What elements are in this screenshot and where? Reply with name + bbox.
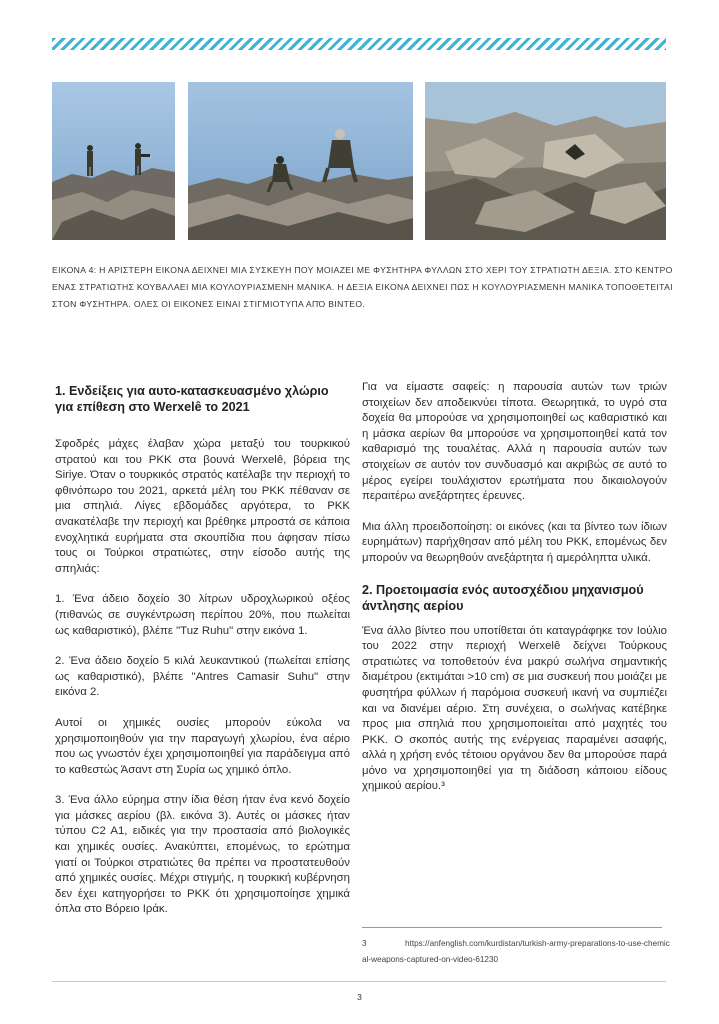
decorative-hatch-bar <box>52 38 666 50</box>
photo-hooded-person <box>188 82 413 240</box>
list-item-bleach: 2. Ένα άδειο δοχείο 5 κιλά λευκαντικού (πωλείται επίσης ως καθαριστικό), βλέπε "Antres Camasir Suhu" στην εικόνα 2. <box>55 655 350 699</box>
photo-soldiers-ridge <box>52 82 175 240</box>
footnote-divider <box>362 927 662 928</box>
paragraph: Για να είμαστε σαφείς: η παρουσία αυτών των τριών στοιχείων δεν αποδεικνύει τίποτα. Θεωρητικά, το υγρό στα δοχεία θα μπορούσε να χρησιμοποιηθεί ως καθαριστικό και η μάσκα αερίων θα μπορούσε να χρησιμοποιηθεί κατά τον καθαρισμό της τουαλέτας. Αλλά η παρουσία αυτών των στοιχείων σε αυτόν τον συνδυασμό και ακριβώς σε αυτό το μέρος εγείρει τουλάχιστον ερωτήματα που δικαιολογούν περαιτέρω ανεξάρτητες έρευνες. <box>362 381 667 503</box>
figure-right-still <box>425 82 666 240</box>
page-number: 3 <box>357 992 362 1002</box>
paragraph: Μια άλλη προειδοποίηση: οι εικόνες (και τα βίντεο των ίδιων ευρημάτων) παρήχθησαν από μέλη του PKK, επομένως δεν μπορούν να θεωρηθούν ανεξάρτητα ή αμερόληπτα υλικά. <box>362 520 667 564</box>
paragraph: Ένα άλλο βίντεο που υποτίθεται ότι καταγράφηκε τον Ιούλιο του 2022 στην περιοχή Werxelê δείχνει Τούρκους στρατιώτες να τοποθετούν ένα μακρύ σωλήνα σημαντικής διαμέτρου (εκτιμάται >10 cm) σε μια συσκευή που μοιάζει με φυσητήρα φύλλων ή παρόμοια συσκευή ικανή να συμπιέζει και να διανέμει αέριο. Στη συνέχεια, ο σωλήνας κατέβηκε προς μια σπηλιά που χρησιμοποιείται από μαχητές του PKK. Ο σκοπός αυτής της ενέργειας παραμένει ασαφής, αλλά η χρήση ενός τέτοιου οργάνου δεν θα μπορούσε παρά μόνο να χρησιμοποιηθεί για τη διάδοση κάποιου είδους χημικού αερίου.³ <box>362 624 667 793</box>
section-heading-1: 1. Ενδείξεις για αυτο-κατασκευασμένο χλώριο για επίθεση στο Werxelê το 2021 <box>55 384 329 414</box>
right-column <box>362 380 667 810</box>
photo-rocky-hillside <box>425 82 666 240</box>
list-item-hydrochloric-acid: 1. Ένα άδειο δοχείο 30 λίτρων υδροχλωρικού οξέος (πιθανώς σε συγκέντρωση περίπου 20%, που πωλείται ως καθαριστικό), βλέπε "Tuz Ruhu" στην εικόνα 1. <box>55 593 350 637</box>
list-item-gas-masks: 3. Ένα άλλο εύρημα στην ίδια θέση ήταν ένα κενό δοχείο για μάσκες αερίου (βλ. εικόνα 3). Αυτές οι μάσκες ήταν τύπου C2 A1, ειδικές για την προστασία από βιολογικές και χημικές ουσίες. Ανακύπτει, επομένως, το ερώτημα γιατί οι Τούρκοι στρατιώτες θα πρέπει να προστατευθούν από χημικές ουσίες. Μέχρι στιγμής, η τουρκική κυβέρνηση δεν έχει κατηγορήσει το PKK ότι χρησιμοποίησε χημικά όπλα στο Βόρειο Ιράκ. <box>55 794 350 916</box>
figure-center-still <box>188 82 413 240</box>
paragraph: Σφοδρές μάχες έλαβαν χώρα μεταξύ του τουρκικού στρατού και του PKK στα βουνά Werxelê, βόρεια της Siriye. Όταν ο τουρκικός στρατός κατέλαβε την περιοχή το φθινόπωρο του 2021, αρκετά μέλη του PKK πέθαναν σε μια σπηλιά. Λίγες εβδομάδες αργότερα, το PKK ανακατέλαβε την περιοχή και βρέθηκε μπροστά σε κάποια ενοχλητικά ευρήματα στα σκουπίδια που άφησαν πίσω τους οι Τούρκοι στρατιώτες, στην είσοδο αυτής της σπηλιάς: <box>55 438 350 575</box>
footnote <box>362 936 672 968</box>
footnote-link[interactable]: https://anfenglish.com/kurdistan/turkish-army-preparations-to-use-chemical-weapons-captured-on-video-61230 <box>362 939 670 964</box>
footnote-number: 3 <box>362 939 367 948</box>
figure-left-still <box>52 82 175 240</box>
section-heading-2: 2. Προετοιμασία ενός αυτοσχέδιου μηχανισμού άντλησης αερίου <box>362 582 644 613</box>
left-column <box>55 380 350 933</box>
page-footer-divider <box>52 981 666 982</box>
paragraph: Αυτοί οι χημικές ουσίες μπορούν εύκολα να χρησιμοποιηθούν για την παραγωγή χλωρίου, ένα αέριο που ως γνωστόν έχει χρησιμοποιηθεί για παράδειγμα από το καθεστώς Άσαντ στη Συρία ως χημικό όπλο. <box>55 716 350 776</box>
figure-caption: ΕΙΚΟΝΑ 4: Η ΑΡΙΣΤΕΡΗ ΕΙΚΟΝΑ ΔΕΙΧΝΕΙ ΜΙΑ ΣΥΣΚΕΥΗ ΠΟΥ ΜΟΙΑΖΕΙ ΜΕ ΦΥΣΗΤΗΡΑ ΦΥΛΛΩΝ ΣΤΟ ΧΕΡΙ ΤΟΥ ΣΤΡΑΤΙΩΤΗ ΔΕΞΙΑ. ΣΤΟ ΚΕΝΤΡΟ ΕΝΑΣ ΣΤΡΑΤΙΩΤΗΣ ΚΟΥΒΑΛΑΕΙ ΜΙΑ ΚΟΥΛΟΥΡΙΑΣΜΕΝΗ ΜΑΝΙΚΑ. Η ΔΕΞΙΑ ΕΙΚΟΝΑ ΔΕΙΧΝΕΙ ΠΩΣ Η ΚΟΥΛΟΥΡΙΑΣΜΕΝΗ ΜΑΝΙΚΑ ΤΟΠΟΘΕΤΕΙΤΑΙ ΣΤΟΝ ΦΥΣΗΤΗΡΑ. ΟΛΕΣ ΟΙ ΕΙΚΟΝΕΣ ΕΙΝΑΙ ΣΤΙΓΜΙΟΤΥΠΑ ΑΠΌ ΒΙΝΤΕΟ. <box>52 265 673 309</box>
